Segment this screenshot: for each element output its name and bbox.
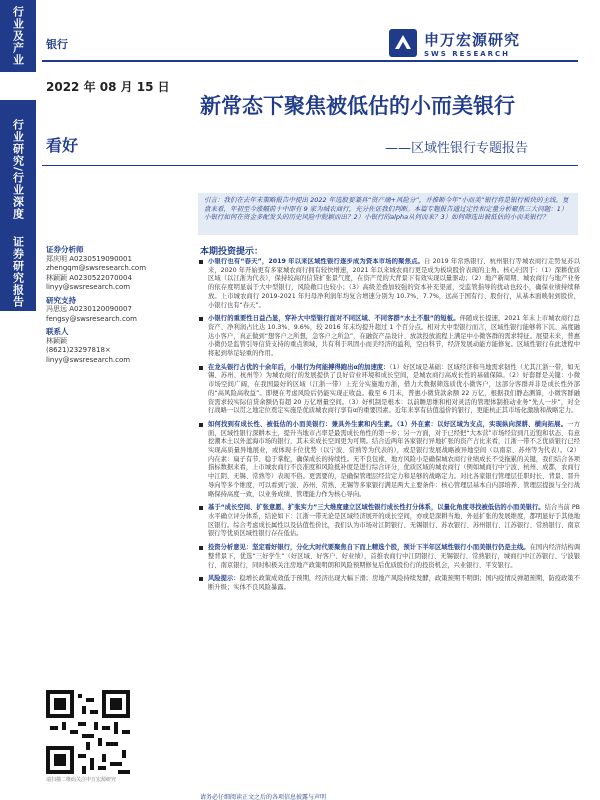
point-text: 在国内经济结构调整背景下，优选“三好学生”（好区域、好客户、好业绩），首推农商行中江阴银行、无锡银行、常熟银行，城商行中江苏银行、宁波银行、南京银行，同时积极关注房地产政策明朗和风险预期修复后优质股份行的投资机会，兴业银行、平安银行。: [208, 544, 580, 569]
bullet-icon: [199, 546, 203, 550]
section-title: 本期投资提示：: [200, 247, 264, 257]
list-item: [198, 315, 580, 359]
point-text: （1）好区域是基础：区域经济和当地需求韧性（尤其江浙一带，如无锡、苏州、杭州等）为城农商行的发展提供了良好营业环境和成长空间，是城农商行高成长性的基础保障。（2）好套群是关键：小微市场空间广阔，在我国最好的区域（江浙一带）上充分实施地方浙，借力大数据筛选质优小微客户，这部分客群并非是成长性外部的“高风险高收益”。即便在考虑风险后仍能实现正收益。截至 6 月末，普惠小微贷款余额 22 万亿，根据我们静态测算，小微客群融资需求较实际信贷余额仍有超 20 万亿增量空间。（3）好机制是根本：以前瞻思维和相对灵活的管理体制推动业务“先人一步”，对全行战略一以贯之地定位奠定实施是优质城农商行享有α的重要因素。近年来享有估值溢价的银行，更能杭正其市场化激励和战略定力。: [208, 363, 580, 415]
sidebar-tab-industry: [0, 0, 36, 72]
list-item: [198, 421, 580, 499]
qr-caption: 请扫描二维码关注申万宏源研究: [46, 777, 117, 783]
point-text: 自 2019 年常熟银行、杭州银行等城农商行走势复苏以来，2020 年开始更有多家城农商行拥有较快增速，2021 年以来城农商行更是成为板块股价表现的主角。核心归因于：（1）深耕优质区域（以江浙为代表），保持较高的信贷扩张景气度，在资产荒的大背景下有效实现以量驱动；（2）地产新周期、城农商行与地产业务的依存度明显弱于大中型银行，风险敞口也较小；（3）高级差叠加较强的资本补充渠道，受监管指导的扰动也较小，确保业绩持续释放。上市城农商行 2019-2021 年归母净利润年均复合增速分别为 10.7%、7.7%，远高于国有行、股份行，从基本面映射到股价，小银行也有“春天”。: [208, 258, 580, 309]
report-subtitle: ——区域性银行专题报告: [385, 141, 529, 156]
point-text: 稳增长政策成效低于预期，经济出现大幅下滑；房地产风险持续发酵，政策预期不明朗；国内疫情反弹超预期，防疫政策不断升级；实体不良风险暴露。: [208, 575, 580, 591]
header-divider: [42, 60, 578, 62]
analyst-line: linyy@swsresearch.com: [46, 283, 131, 291]
point-lead: 基于“成长空间、扩张意愿、扩张实力”三大维度建立区域性银行成长性打分体系，以量化角度寻找被低估的小而美银行。: [208, 504, 545, 512]
list-item: [198, 364, 580, 416]
analyst-line: fengsy@swsresearch.com: [46, 314, 137, 323]
bullet-icon: [199, 506, 203, 510]
point-lead: 如何找到有成长性、被低估的小而美银行：兼具外生素和内生素。（1）外在素：以好区域为支点，实现纵向深耕、横向拓展。: [208, 420, 568, 428]
point-text: 伴随成长提速，2021 年末上市城农商行总资产、净利润占比达 10.3%、9.6%，较 2016 年末均提升超过 1 个百分点。相对大中型银行而言，区域性银行能够将下沉、高度融达小客户，真正做到“想客户之所想，急客户之所急”，在融资产品设计、放款投放流程上满足中小微客群的需求特征。展望未来，普惠小微仍是监管引导信贷支持的重点领域，共有利于巩固小而美经济的溢利，空白科节，经济发展动能方能修复。区域性银行在此进程中将起到举足轻重的作用。: [208, 315, 580, 358]
analyst-group-label: 证券分析师: [46, 245, 84, 254]
report-title: 新常态下聚焦被低估的小而美银行: [200, 94, 515, 118]
point-lead: 投资分析意见：坚定看好银行，分化大时代要聚焦自下而上精选个股，预计下半年区域性银行小而美银行仍是主线。: [208, 544, 530, 552]
point-lead: 小银行的重要性日益凸显，穿补大中型银行面对不同区域、不同客群“水土不服”的短板。: [208, 315, 460, 323]
sidebar-tab-securities-label: 证券研究报告: [11, 236, 25, 308]
logo-icon: [388, 28, 418, 58]
footer-disclaimer: 请务必仔细阅读正文之后的各项信息披露与声明: [200, 794, 327, 800]
contact-label: 联系人: [46, 327, 69, 336]
point-lead: 风险提示：: [208, 575, 240, 583]
sidebar-tab-securities: [0, 233, 36, 311]
analyst-line: 冯思远 A0230120090007: [46, 305, 132, 313]
bullet-icon: [199, 260, 203, 264]
analyst-line: 林颖颖: [46, 336, 67, 345]
logo-name-en: SWS RESEARCH: [424, 49, 511, 58]
list-item: [198, 258, 580, 310]
abstract-box: 引言：我们在去年末策略报告中提出 2022 年选股要兼具“资产端+风险分”，并推断今年“小而美”银行将是银行板块的主线。复盘来看，年初至今涨幅前十中即有 9 家为城农商行，充分佐证我们判断。本篇专题报告通过定性和定量分析聚焦三大问题：1）小银行如何在资金多配发头的历史风险中脱颖而出？2）小银行的alpha从何而来？3）如何筛选出被低估的小而美银行？: [198, 193, 578, 235]
analyst-line: (8621)23297818×: [46, 346, 111, 354]
sidebar-tab-industry-label: 行业及产业: [11, 6, 25, 66]
qr-code-icon: [46, 690, 130, 774]
point-text: 结合当前 PB 水平确立评分体系，结论如下：江浙一带无论是区域经济展开的成长空间，亦或是深耕当地、外延扩张的发展维度，都明显好于其他地区银行。综合考虑成长属性以及估值性价比，我们认为市场对江阴银行、无锡银行、苏农银行、苏州银行、江苏银行、常熟银行、南京银行等优质区域性银行存在低估。: [208, 504, 580, 538]
bullet-icon: [199, 366, 203, 370]
title-divider: [42, 165, 578, 166]
sidebar-tab-report-type: [0, 100, 36, 240]
analyst-line: 郑庆明 A0230519090001: [46, 254, 132, 263]
bullet-icon: [199, 423, 203, 427]
point-text: 一方面，区域性银行深耕本土，提升当地市占率是最需成长角性的第一步；另一方面，对于已经把“大本营”市场经营到几近饱和状态、有意挖潮本土以外蓝海市场的银行，其未来成长空间更为可期。结合近两年各家银行异地扩张的资产占比来看，江浙一带不乏优质银行已经实现高质量异地展业，或体现卡位优势（以宁波、常熟等为代表的），或是银行发展战略被异地空间（以南京、苏州等为代表）。（2）内在素：扁子有节、稳于掌舵，确保成长的持续性。无不良包袱、地方风险小是确保城农商行业绩成长不受拖累的关键，我们结合各项指标数据来看，上市城农商行不良准度和风险抵补度是进行综合评分，优质区域的城农商行（例如城商行中宁波、杭州、成都，农商行中江阴、无锡、常熟等）表现不俗。更需要的，是确保管理层经营定力和足够的战略定力。对比各家银行管理层任职时长、背景、晋升导向等多个维度，可以看到宁波、苏州、常熟、无锡等多家银行满足两大主要条件：核心管理层基本自内部培养、管理层提拔与全行战略保持高度一致，以业务成绩、管理能力作为核心导向。: [208, 420, 580, 498]
bullet-icon: [199, 577, 203, 581]
analyst-panel: [46, 245, 191, 365]
point-lead: 在龙头银行占优的十余年后，小银行为何能搏得跑出α的加速度：: [208, 363, 390, 371]
list-item: [198, 575, 580, 592]
analyst-line: linyy@swsresearch.com: [46, 355, 131, 364]
research-support-label: 研究支持: [46, 295, 76, 305]
sidebar-tab-report-type-label: 行业研究/行业深度: [11, 119, 25, 221]
report-date: 2022 年 08 月 15 日: [46, 80, 170, 94]
rating: 看好: [46, 136, 79, 155]
point-lead: 小银行也有“春天”，2019 年以来区域性银行逐步成为资本市场的聚焦点。: [208, 258, 425, 265]
analyst-line: zhengqm@swsresearch.com: [46, 264, 147, 272]
list-item: [198, 544, 580, 570]
logo: [388, 26, 578, 60]
investment-points: [198, 258, 580, 792]
logo-name-cn: 申万宏源研究: [424, 30, 521, 49]
bullet-icon: [199, 317, 203, 321]
list-item: [198, 504, 580, 539]
industry-label: 银行: [46, 38, 68, 51]
analyst-line: 林颖颖 A0230522070004: [46, 273, 132, 282]
